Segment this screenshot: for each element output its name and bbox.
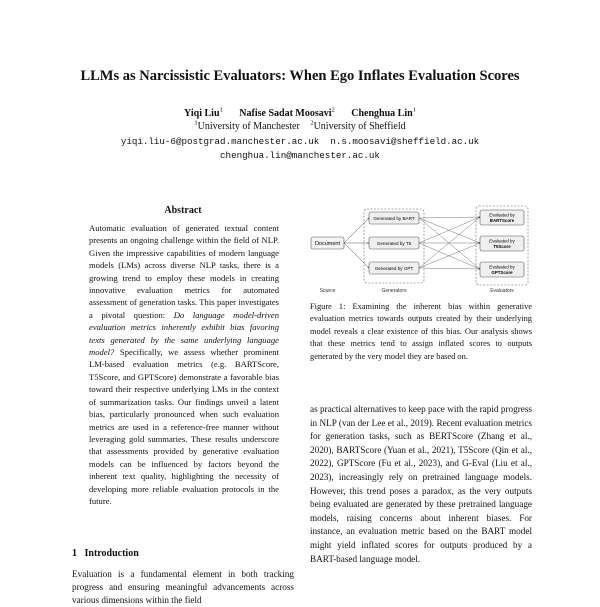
document-node [311,237,344,249]
email-line-2: chenghua.lin@manchester.ac.uk [220,150,380,161]
abstract-key-question: Do language model-driven evaluation metrics inherently exhibit bias favoring texts generated by the same underlying language model? [89,309,279,358]
column-label-evaluators: Evaluators [490,288,514,294]
evaluator-gptscore-node [480,262,524,277]
svg-text:Generated by GPT: Generated by GPT [374,266,414,271]
section-heading: 1 Introduction [72,548,139,559]
svg-text:Evaluated by: Evaluated by [489,238,515,244]
intro-continuation-paragraph: as practical alternatives to keep pace with the rapid progress in NLP (van der Lee et al., 2019). Recent evaluation metrics for generation tasks, such as BERTScore (Zhang et al., 2020), BARTScore (Yuan et al., 2021), T5Score (Qin et al., 2022), GPTScore (Fu et al., 2023), and G-Eval (Liu et al., 2023), increasingly rely on pretrained language models. However, this trend poses a paradox, as the very outputs being evaluated are generated by these pretrained language models, raising concerns about inherent biases. For instance, an evaluation metric based on the BART model might yield inflated scores for outputs produced by a BART-based language model. [310,404,532,564]
figure-1-diagram [308,203,534,295]
evaluator-t5score-node [480,236,524,251]
svg-text:Generated by T5: Generated by T5 [376,241,412,246]
paper-title: LLMs as Narcissistic Evaluators: When Ego Inflates Evaluation Scores [80,68,520,84]
affiliation-1: $^1$University of Manchester [194,120,300,133]
generator-bart-node [369,212,419,224]
author-2: Nafise Sadat Moosavi$^2$ [239,107,335,120]
generator-t5-node [369,237,419,249]
intro-paragraph: Evaluation is a fundamental element in both tracking progress and ensuring meaningful advancements across various dimensions within the field [72,569,294,605]
author-3: Chenghua Lin$^1$ [351,107,416,120]
affiliation-2: $^2$University of Sheffield [310,120,406,133]
svg-text:Generated by BART: Generated by BART [373,216,415,221]
author-list [0,107,600,119]
email-line-1: yiqi.liu-6@postgrad.manchester.ac.uk n.s.moosavi@sheffield.ac.uk [120,136,480,147]
author-1: Yiqi Liu$^1$ [184,107,223,120]
column-label-generators: Generators [381,288,407,294]
svg-text:Evaluated by: Evaluated by [489,212,515,218]
abstract-heading: Abstract [164,205,202,216]
svg-text:BARTScore: BARTScore [489,218,515,223]
generator-gpt-node [369,262,419,274]
affiliation-list [0,120,600,132]
svg-text:Document: Document [314,241,341,248]
svg-text:T5Score: T5Score [493,244,511,249]
svg-text:GPTScore: GPTScore [491,270,513,275]
figure-1-caption: Figure 1: Examining the inherent bias within generative evaluation metrics towards outputs created by their underlying model reveals a clear existence of this bias. Our analysis shows that these metrics tend to assign inflated scores to outputs generated by the very model they are based on. [310,302,532,361]
svg-text:Evaluated by: Evaluated by [489,264,515,270]
abstract-body: Automatic evaluation of generated textual content presents an ongoing challenge within the field of NLP. Given the impressive capabilities of modern language models (LMs) across diverse NLP tasks, there is a growing trend to employ these models in creating innovative evaluation metrics for automated assessment of generation tasks. This paper investigates a pivotal question: Do language model-driven evaluation metrics inherently exhibit bias favoring texts generated by the same underlying language model? Specifically, we assess whether prominent LM-based evaluation metrics (e.g. BARTScore, T5Score, and GPTScore) demonstrate a favorable bias toward their respective underlying LMs in the context of summarization tasks. Our findings unveil a latent bias, particularly pronounced when such evaluation metrics are used in a reference-free manner without leveraging gold summaries. These results underscore that assessments provided by generative evaluation models can be influenced by factors beyond the inherent text quality, highlighting the necessity of developing more reliable evaluation protocols in the future. [89,223,279,506]
evaluator-bartscore-node [480,210,524,225]
column-label-source: Source [319,288,336,294]
